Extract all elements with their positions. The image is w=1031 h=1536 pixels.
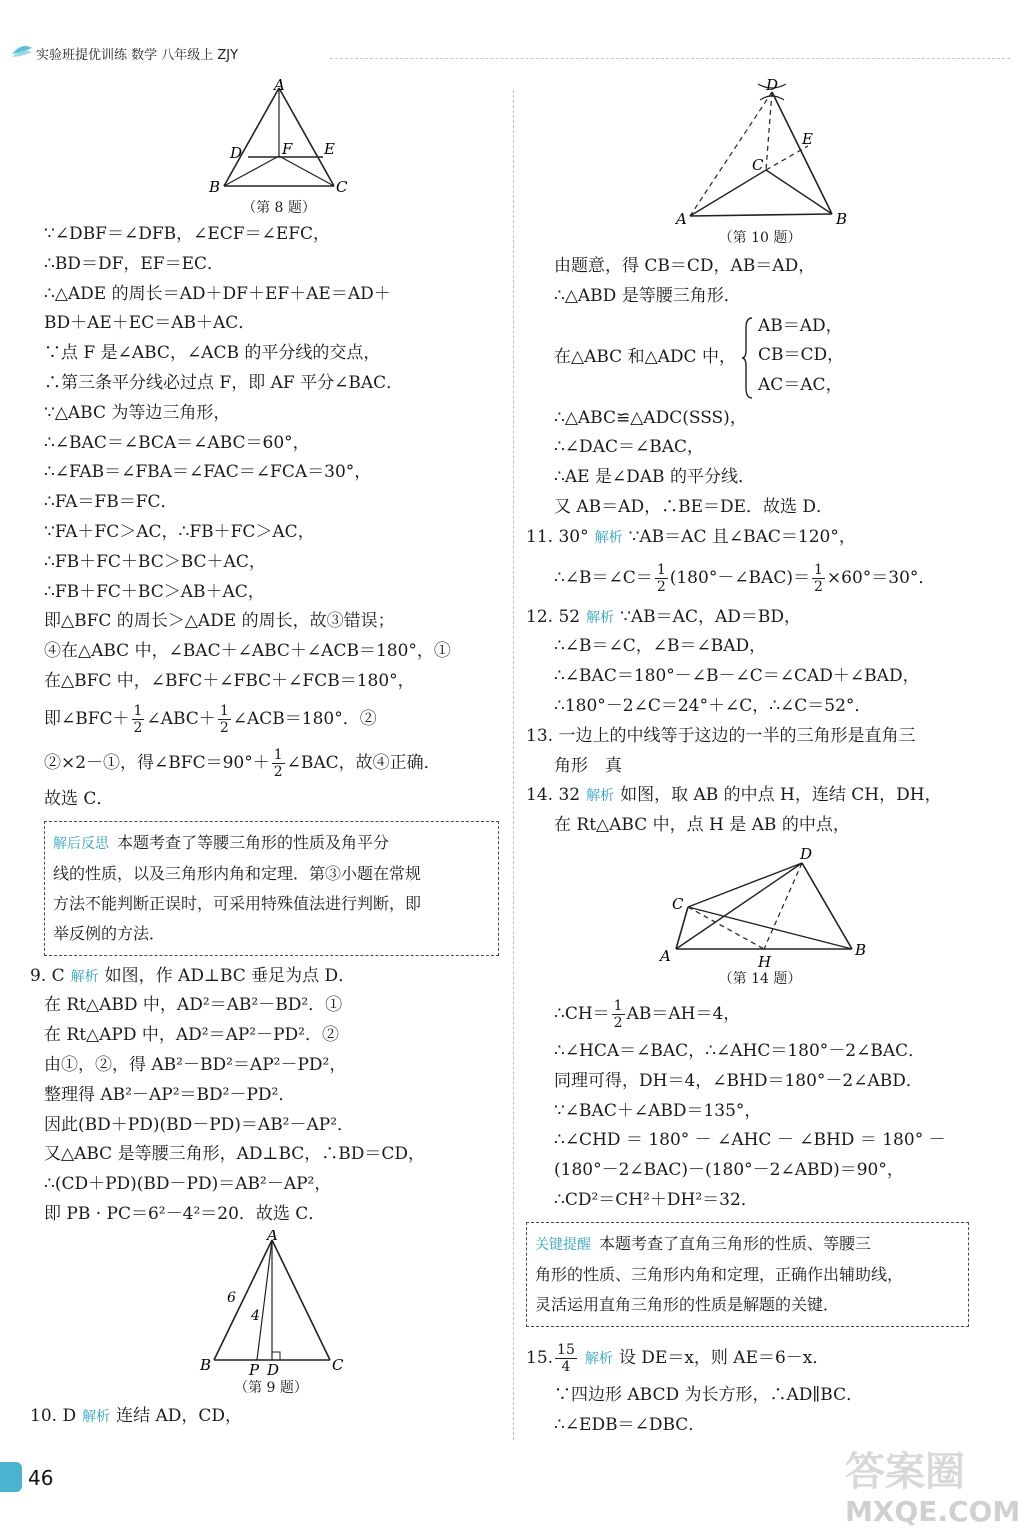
left-line-13: ∴FB＋FC＋BC＞AB＋AC，	[44, 581, 265, 602]
q15-line-2: ∴∠EDB＝∠DBC．	[554, 1414, 706, 1435]
header-title: 实验班提优训练 数学 八年级上 ZJY	[36, 48, 239, 63]
q10-answer: 10. D	[30, 1405, 77, 1426]
q10-analysis-tag: 解析	[82, 1408, 111, 1425]
reflection-text-3: 方法不能判断正误时，可采用特殊值法进行判断，即	[53, 893, 422, 913]
q12-line-3: ∴180°－2∠C＝24°＋∠C，∴∠C＝52°．	[554, 695, 872, 716]
watermark-url: MXQE.COM	[845, 1495, 1021, 1528]
fig9-label-c: C	[332, 1355, 344, 1374]
right-line-1: 由题意，得 CB＝CD，AB＝AD，	[554, 256, 816, 276]
system-row-3: AC＝AC，	[758, 375, 843, 396]
left-line-5: ∵点 F 是∠ABC，∠ACB 的平分线的交点，	[44, 343, 381, 364]
figure-10	[540, 78, 980, 252]
page-number-tab	[0, 1462, 22, 1492]
q13-line-1: 13. 一边上的中线等于这边的一半的三角形是直角三	[526, 725, 916, 746]
column-divider	[513, 90, 514, 1440]
q14-line-5: ∵∠BAC＋∠ABD＝135°，	[554, 1100, 762, 1121]
fig14-label-h: H	[758, 952, 772, 971]
q11-analysis-tag: 解析	[594, 529, 623, 546]
fig8-caption: （第 8 题）	[242, 200, 316, 216]
fig10-label-d: D	[766, 78, 779, 94]
figure-8-diagram	[44, 78, 499, 198]
fig9-label-b: B	[200, 1355, 212, 1374]
left-line-6: ∴第三条平分线必过点 F，即 AF 平分∠BAC．	[44, 372, 404, 393]
fig9-label-d: D	[267, 1360, 280, 1379]
header-divider	[330, 58, 1010, 59]
left-line-10: ∴FA＝FB＝FC．	[44, 492, 178, 513]
fraction: $\frac{1}{2}$	[219, 702, 229, 736]
q14-header	[526, 781, 980, 811]
q9-header	[30, 962, 499, 992]
q14-line-8: ∴CD²＝CH²＋DH²＝32．	[554, 1189, 758, 1210]
q12-text: ∵AB＝AC，AD＝BD，	[620, 606, 801, 627]
q9-line-6: 又△ABC 是等腰三角形，AD⊥BC，∴BD＝CD，	[44, 1144, 426, 1165]
right-line-3: ∴△ABC≌△ADC(SSS)，	[554, 407, 747, 428]
fig10-label-e: E	[802, 130, 813, 148]
q14-line-2: 在 Rt△ABC 中，点 H 是 AB 的中点，	[554, 815, 850, 836]
q14-line-6: ∴∠CHD ＝ 180° － ∠AHC － ∠BHD ＝ 180° －	[554, 1130, 946, 1151]
q9-line-7: ∴(CD＋PD)(BD－PD)＝AB²－AP²，	[44, 1174, 332, 1195]
frac-line2-post: ∠BAC，故④正确．	[286, 752, 441, 773]
q10-text: 连结 AD，CD，	[116, 1405, 243, 1426]
q14-line-4: 同理可得，DH＝4，∠BHD＝180°－2∠ABD．	[554, 1070, 923, 1091]
fig9-label-a: A	[267, 1229, 278, 1244]
tip-tag: 关键提醒	[535, 1236, 591, 1253]
system-row-2: CB＝CD，	[758, 345, 845, 366]
q11-frac-mid: (180°－∠BAC)＝	[669, 567, 810, 588]
frac-line1-mid: ∠ABC＋	[146, 708, 216, 729]
q8-conclusion: 故选 C．	[44, 788, 114, 809]
system-row-1: AB＝AD，	[758, 315, 843, 336]
q14-frac-post: AB＝AH＝4，	[626, 1003, 741, 1024]
figure-9	[44, 1230, 499, 1402]
fraction: $\frac{1}{2}$	[273, 746, 283, 780]
frac-line2-pre: ②×2－①，得∠BFC＝90°＋	[44, 752, 270, 773]
q15-number: 15.	[526, 1347, 554, 1368]
fig8-label-e: E	[324, 140, 335, 158]
fig8-label-f: F	[282, 140, 293, 158]
figure-14-diagram	[540, 841, 980, 971]
fig10-caption: （第 10 题）	[718, 230, 802, 246]
q9-line-1: 在 Rt△ABD 中，AD²＝AB²－BD²．①	[44, 995, 343, 1016]
q12-header	[526, 603, 980, 633]
fraction: $\frac{1}{2}$	[813, 561, 823, 595]
left-line-1: ∵∠DBF＝∠DFB，∠ECF＝∠EFC，	[44, 224, 331, 244]
q14-line-7: (180°－2∠BAC)－(180°－2∠ABD)＝90°，	[554, 1160, 904, 1181]
q11-frac-line	[540, 553, 980, 603]
page-number: 46	[28, 1466, 54, 1490]
q15-line-1: ∵四边形 ABCD 为长方形，∴AD∥BC．	[554, 1384, 864, 1405]
left-line-4: BD＋AE＋EC＝AB＋AC．	[44, 313, 256, 334]
left-line-8: ∴∠BAC＝∠BCA＝∠ABC＝60°，	[44, 432, 310, 453]
reflection-text-4: 举反例的方法．	[53, 923, 166, 943]
frac-line1-post: ∠ACB＝180°．②	[232, 708, 377, 729]
q11-answer: 11. 30°	[526, 526, 589, 547]
q9-line-3: 由①，②，得 AB²－BD²＝AP²－PD²，	[44, 1054, 347, 1075]
right-line-5: ∴AE 是∠DAB 的平分线．	[554, 467, 755, 488]
q9-line-4: 整理得 AB²－AP²＝BD²－PD²．	[44, 1084, 296, 1105]
fig9-label-6: 6	[227, 1289, 236, 1306]
fig8-label-a: A	[274, 78, 285, 94]
fig10-label-a: A	[676, 210, 687, 228]
left-line-9: ∴∠FAB＝∠FBA＝∠FAC＝∠FCA＝30°，	[44, 462, 372, 483]
q12-line-2: ∴∠BAC＝180°－∠B－∠C＝∠CAD＋∠BAD，	[554, 666, 920, 687]
q12-analysis-tag: 解析	[586, 609, 615, 626]
q11-frac-pre: ∴∠B＝∠C＝	[554, 567, 653, 588]
q14-frac-line	[540, 991, 980, 1037]
frac-line1-pre: 即∠BFC＋	[44, 708, 130, 729]
q9-line-5: 因此(BD＋PD)(BD－PD)＝AB²－AP²．	[44, 1114, 355, 1135]
q12-answer: 12. 52	[526, 606, 581, 627]
left-frac-line-2	[44, 741, 499, 785]
figure-10-diagram	[540, 78, 980, 228]
q14-line-3: ∴∠HCA＝∠BAC，∴∠AHC＝180°－2∠BAC．	[554, 1040, 926, 1061]
fig14-label-b: B	[855, 940, 867, 959]
right-line-6: 又 AB＝AD，∴BE＝DE．故选 D．	[554, 496, 834, 517]
fig10-label-c: C	[752, 156, 764, 174]
left-line-3: ∴△ADE 的周长＝AD＋DF＋EF＋AE＝AD＋	[44, 283, 391, 304]
left-line-12: ∴FB＋FC＋BC＞BC＋AC，	[44, 551, 266, 572]
fig8-label-d: D	[230, 144, 243, 162]
left-line-7: ∵△ABC 为等边三角形，	[44, 402, 231, 423]
fraction: $\frac{1}{2}$	[133, 702, 143, 736]
figure-8	[44, 78, 499, 220]
tip-text-1: 本题考查了直角三角形的性质、等腰三	[599, 1233, 872, 1253]
right-line-2: ∴△ABD 是等腰三角形．	[554, 285, 741, 306]
fig14-label-c: C	[672, 894, 684, 913]
fig14-caption: （第 14 题）	[718, 970, 802, 987]
fig14-label-a: A	[660, 946, 671, 965]
watermark-text: 答案圈	[845, 1449, 965, 1495]
left-line-14: 即△BFC 的周长＞△ADE 的周长，故③错误；	[44, 611, 395, 632]
q13-line-2: 角形 真	[554, 755, 622, 776]
q9-answer: 9. C	[30, 965, 65, 986]
q11-frac-post: ×60°＝30°．	[826, 567, 936, 588]
q9-line-8: 即 PB · PC＝6²－4²＝20．故选 C．	[44, 1203, 326, 1224]
q9-first-line: 如图，作 AD⊥BC 垂足为点 D．	[104, 965, 356, 986]
left-frac-line-1	[44, 697, 499, 741]
q9-analysis-tag: 解析	[70, 968, 99, 985]
q15-header	[526, 1335, 980, 1381]
q11-text: ∵AB＝AC 且∠BAC＝120°，	[628, 526, 856, 547]
fig9-label-4: 4	[251, 1307, 260, 1324]
brace-icon	[740, 316, 754, 400]
left-line-11: ∵FA＋FC＞AC，∴FB＋FC＞AC，	[44, 521, 315, 542]
fig10-label-b: B	[836, 210, 848, 228]
right-column	[526, 78, 980, 1440]
reflection-text-2: 线的性质，以及三角形内角和定理．第③小题在常规	[53, 863, 422, 883]
q10-header	[30, 1402, 499, 1432]
q14-answer: 14. 32	[526, 785, 581, 806]
figure-9-diagram	[44, 1230, 499, 1380]
fig14-label-d: D	[800, 844, 813, 863]
figure-14	[540, 841, 980, 991]
tip-text-3: 灵活运用直角三角形的性质是解题的关键．	[535, 1294, 840, 1314]
left-line-15: ④在△ABC 中，∠BAC＋∠ABC＋∠ACB＝180°，①	[44, 641, 451, 662]
fig9-label-p: P	[249, 1360, 260, 1379]
tip-box	[526, 1222, 969, 1327]
q15-answer-fraction: $\frac{15}{4}$	[557, 1341, 575, 1375]
fig8-label-b: B	[209, 178, 221, 196]
fraction: $\frac{1}{2}$	[656, 561, 666, 595]
q14-analysis-tag: 解析	[586, 788, 615, 805]
right-line-4: ∴∠DAC＝∠BAC，	[554, 437, 704, 458]
q15-text: 设 DE＝x，则 AE＝6－x．	[618, 1347, 830, 1368]
q11-header	[526, 523, 980, 553]
fig8-label-c: C	[336, 178, 348, 196]
congruence-system	[540, 312, 980, 404]
fraction: $\frac{1}{2}$	[613, 997, 623, 1031]
reflection-box	[44, 821, 499, 956]
left-line-16: 在△BFC 中，∠BFC＋∠FBC＋∠FCB＝180°，	[44, 670, 415, 691]
book-logo-icon	[10, 40, 34, 62]
q12-line-1: ∴∠B＝∠C，∠B＝∠BAD，	[554, 636, 767, 657]
q14-frac-pre: ∴CH＝	[554, 1003, 610, 1024]
fig9-caption: （第 9 题）	[234, 1379, 308, 1396]
q15-analysis-tag: 解析	[584, 1350, 613, 1367]
reflection-text-1: 本题考查了等腰三角形的性质及角平分	[117, 832, 390, 852]
system-prefix: 在△ABC 和△ADC 中，	[554, 346, 736, 367]
left-column	[30, 78, 499, 1432]
tip-text-2: 角形的性质、三角形内角和定理，正确作出辅助线，	[535, 1264, 904, 1284]
q14-text: 如图，取 AB 的中点 H，连结 CH，DH，	[620, 785, 942, 806]
q9-line-2: 在 Rt△APD 中，AD²＝AP²－PD²．②	[44, 1025, 339, 1046]
reflection-tag: 解后反思	[53, 835, 109, 852]
left-line-2: ∴BD＝DF，EF＝EC．	[44, 253, 224, 274]
